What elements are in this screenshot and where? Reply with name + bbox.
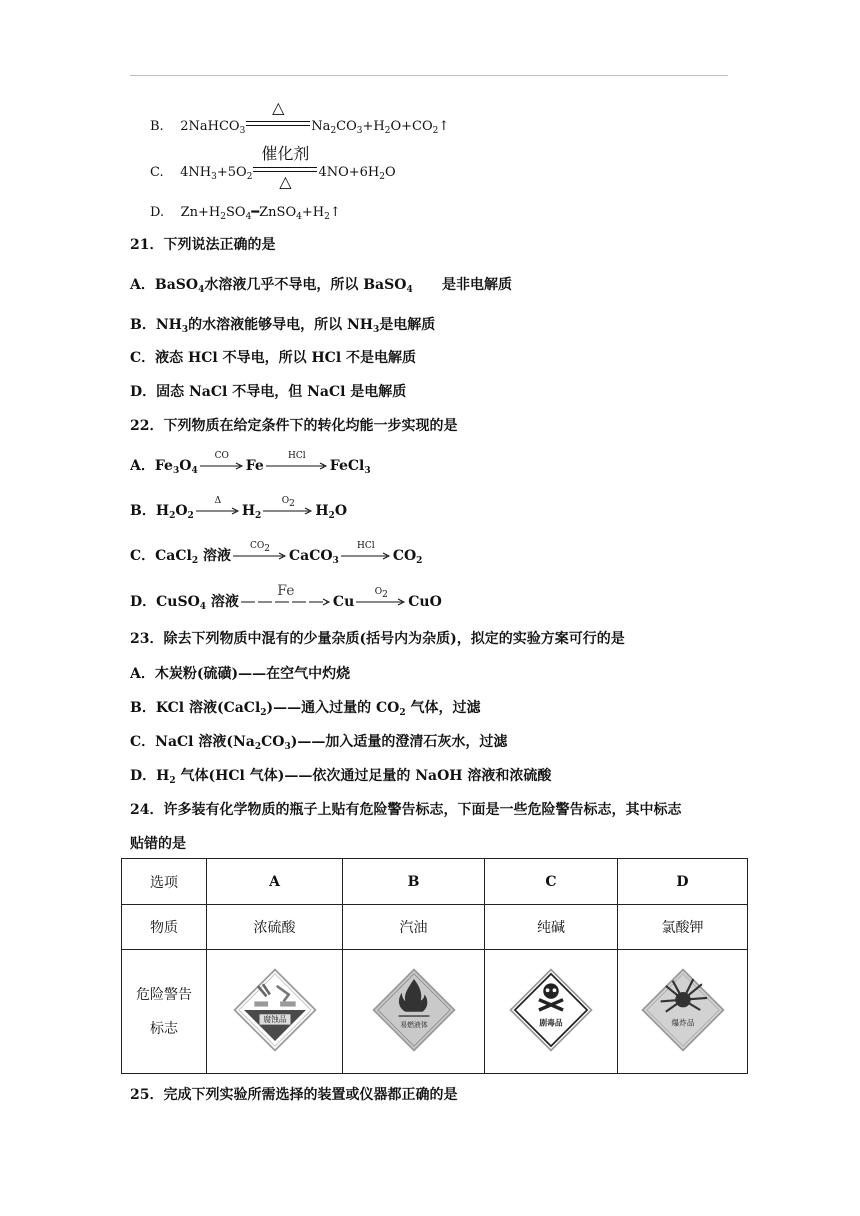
equals-bar — [246, 121, 310, 126]
question-text: 22．下列物质在给定条件下的转化均能一步实现的是 — [130, 418, 458, 434]
table-row — [122, 859, 748, 905]
table-cell: 物质 — [122, 905, 207, 950]
formula: O — [334, 503, 348, 519]
arrow-condition — [233, 537, 287, 555]
option-text: A．BaSO — [130, 277, 199, 293]
hazard-table — [121, 858, 748, 1074]
arrow-condition: HCl — [357, 541, 375, 551]
q24-stem-line1 — [130, 801, 681, 819]
option-text: 气体(HCl 气体)——依次通过足量的 NaOH 溶液和浓硫酸 — [180, 768, 552, 784]
subscript: 2 — [246, 172, 253, 182]
formula: H — [241, 503, 256, 519]
table-cell: 浓硫酸 — [207, 905, 343, 950]
arrow-condition: HCl — [287, 451, 306, 461]
table-cell: 氯酸钾 — [618, 905, 748, 950]
table-cell: B — [343, 859, 485, 905]
subscript: 2 — [254, 742, 262, 752]
reaction-condition — [246, 98, 310, 136]
question-text: 25．完成下列实验所需选择的装置或仪器都正确的是 — [130, 1087, 458, 1103]
gas-arrow: ↑ — [438, 119, 450, 134]
table-cell: 纯碱 — [485, 905, 618, 950]
arrow-condition — [356, 583, 406, 601]
condition-text: O — [281, 496, 290, 506]
option-text: B．NH — [130, 317, 182, 333]
subscript: 2 — [330, 126, 337, 136]
reaction-arrow — [241, 583, 331, 606]
q22-option-c — [130, 541, 423, 566]
reaction-condition — [253, 144, 317, 191]
formula: FeCl — [329, 458, 365, 474]
sign-caption: 易燃液体 — [399, 1020, 428, 1029]
reaction-arrow — [266, 451, 328, 470]
subscript: 3 — [284, 742, 291, 752]
option-text: 气体，过滤 — [410, 700, 481, 716]
option-text: )——加入适量的澄清石灰水，过滤 — [290, 734, 508, 750]
subscript: 3 — [332, 556, 339, 566]
q20-option-d — [150, 204, 341, 222]
reaction-arrow — [263, 496, 313, 515]
subscript: 2 — [264, 544, 270, 554]
q20-option-c — [150, 144, 396, 191]
table-cell — [207, 950, 343, 1074]
q21-option-c: C．液态 HCl 不导电，所以 HCl 不是电解质 — [130, 350, 417, 366]
q21-option-d: D．固态 NaCl 不导电，但 NaCl 是电解质 — [130, 384, 407, 400]
table-cell: A — [207, 859, 343, 905]
option-text: )——通入过量的 CO — [266, 700, 400, 716]
equation-rhs — [311, 119, 449, 134]
formula: O — [179, 458, 192, 474]
reaction-arrow — [356, 587, 406, 606]
question-text: 24．许多装有化学物质的瓶子上贴有危险警告标志，下面是一些危险警告标志，其中标志 — [130, 802, 682, 818]
sign-caption: 剧毒品 — [539, 1017, 563, 1027]
explosive-hazard-sign-icon — [640, 967, 726, 1053]
option-text: B．KCl 溶液(CaCl — [130, 700, 261, 716]
equation-part: Zn+H — [180, 205, 221, 220]
condition-text: CO — [249, 541, 265, 551]
q22-stem — [130, 417, 457, 435]
subscript: 4 — [406, 285, 413, 295]
formula: H — [315, 503, 329, 519]
table-row — [122, 950, 748, 1074]
subscript: 2 — [169, 511, 176, 521]
option-label: B． — [130, 503, 156, 519]
q23-option-b — [130, 699, 481, 717]
rhs-part: O+CO — [390, 119, 433, 134]
table-row — [122, 905, 748, 950]
flammable-liquid-sign-icon — [371, 967, 457, 1053]
option-label: C． — [130, 548, 156, 564]
reaction-arrow — [233, 541, 287, 560]
q23-option-c — [130, 733, 507, 751]
table-cell — [343, 950, 485, 1074]
subscript: 2 — [432, 126, 439, 136]
table-cell — [122, 950, 207, 1074]
q22-option-b — [130, 496, 348, 521]
arrow-condition: CO — [214, 451, 229, 461]
reaction-arrow — [196, 496, 240, 515]
formula: CO — [392, 548, 417, 564]
subscript: 2 — [416, 556, 423, 566]
q21-option-a — [130, 276, 512, 294]
reaction-arrow — [200, 451, 244, 470]
heat-symbol: △ — [272, 98, 285, 117]
table-cell: D — [618, 859, 748, 905]
subscript: 2 — [324, 212, 330, 222]
q23-option-d — [130, 767, 551, 785]
subscript: 3 — [356, 126, 363, 136]
equation-lhs: 4NH — [180, 165, 212, 180]
question-text: 贴错的是 — [130, 836, 186, 852]
subscript: 2 — [382, 590, 388, 600]
table-cell: 选项 — [122, 859, 207, 905]
subscript: 2 — [187, 511, 194, 521]
option-label: D． — [130, 594, 157, 610]
subscript: 3 — [373, 325, 380, 335]
q23-stem — [130, 630, 625, 648]
arrow-condition: Fe — [277, 583, 295, 599]
subscript: 3 — [211, 172, 217, 182]
option-text: 的水溶液能够导电，所以 NH — [188, 317, 374, 333]
row-head-line: 危险警告 — [136, 986, 192, 1003]
subscript: 4 — [296, 212, 302, 222]
subscript: 3 — [239, 126, 246, 136]
rhs-part: Na — [311, 119, 331, 134]
rhs-part: CO — [336, 119, 357, 134]
equation-lhs: +5O — [216, 165, 247, 180]
formula: O — [175, 503, 188, 519]
subscript: 2 — [399, 708, 406, 718]
formula: CaCO — [288, 548, 333, 564]
sign-caption: 爆炸品 — [670, 1017, 695, 1027]
subscript: 2 — [260, 708, 267, 718]
q21-option-b — [130, 316, 435, 334]
subscript: 4 — [199, 602, 207, 612]
equation-rhs: 4NO+6H — [318, 165, 380, 180]
subscript: 2 — [169, 776, 176, 786]
arrow-condition: Δ — [214, 496, 222, 506]
rhs-part: +H — [362, 119, 385, 134]
subscript: 2 — [328, 511, 335, 521]
formula: Fe — [154, 458, 173, 474]
subscript: 3 — [181, 325, 189, 335]
equation-part: ━ZnSO — [251, 205, 297, 220]
q24-stem-line2 — [130, 835, 186, 853]
equation-rhs: O — [384, 165, 396, 180]
subscript: 4 — [198, 285, 205, 295]
q20-option-b — [150, 98, 450, 136]
subscript: 4 — [245, 212, 252, 222]
option-text: 是电解质 — [379, 317, 436, 333]
option-text: 水溶液几乎不导电，所以 BaSO — [204, 277, 407, 293]
catalyst-label: 催化剂 — [261, 144, 310, 163]
subscript: 3 — [364, 466, 371, 476]
equation-part: +H — [301, 205, 325, 220]
subscript: 2 — [191, 556, 199, 566]
subscript: 2 — [220, 212, 226, 222]
formula: 溶液 — [202, 548, 231, 564]
question-text: 23．除去下列物质中混有的少量杂质(括号内为杂质)，拟定的实验方案可行的是 — [130, 631, 625, 647]
gas-arrow: ↑ — [329, 205, 341, 220]
question-text: 21．下列说法正确的是 — [130, 237, 276, 253]
table-cell: 汽油 — [343, 905, 485, 950]
equation-part: SO — [226, 205, 246, 220]
option-text: CO — [261, 734, 285, 750]
table-cell: C — [485, 859, 618, 905]
formula: 溶液 — [210, 594, 239, 610]
subscript: 2 — [379, 172, 385, 182]
header-rule — [130, 75, 728, 76]
formula: CuO — [408, 594, 442, 610]
formula: CaCl — [155, 548, 192, 564]
subscript: 3 — [172, 466, 180, 476]
reaction-arrow — [341, 541, 391, 560]
arrow-condition — [263, 492, 313, 510]
q23-option-a: A．木炭粉(硫磺)——在空气中灼烧 — [130, 666, 351, 682]
subscript: 2 — [289, 499, 295, 509]
toxic-hazard-sign-icon — [508, 967, 594, 1053]
option-label: C. — [150, 165, 164, 180]
q21-stem — [130, 236, 275, 254]
table-cell — [618, 950, 748, 1074]
corrosive-hazard-sign-icon — [232, 967, 318, 1053]
row-head-line: 标志 — [150, 1020, 178, 1037]
formula: CuSO — [156, 594, 200, 610]
sign-caption: 腐蚀品 — [262, 1014, 287, 1024]
subscript: 2 — [384, 126, 391, 136]
q22-option-d — [130, 583, 442, 612]
formula: H — [155, 503, 170, 519]
heat-symbol: △ — [279, 172, 292, 191]
formula: Cu — [332, 594, 355, 610]
option-label: D. — [150, 205, 165, 220]
option-text: C．NaCl 溶液(Na — [130, 734, 255, 750]
q22-option-a — [130, 451, 371, 476]
subscript: 2 — [255, 511, 262, 521]
option-text: D．H — [130, 768, 170, 784]
option-label: A． — [130, 458, 155, 474]
q25-stem — [130, 1086, 457, 1104]
subscript: 4 — [191, 466, 198, 476]
condition-text: O — [374, 587, 383, 597]
option-label: B. — [150, 119, 164, 134]
formula: Fe — [245, 458, 264, 474]
equation-lhs: 2NaHCO — [180, 119, 240, 134]
option-text: 是非电解质 — [441, 277, 512, 293]
table-cell — [485, 950, 618, 1074]
